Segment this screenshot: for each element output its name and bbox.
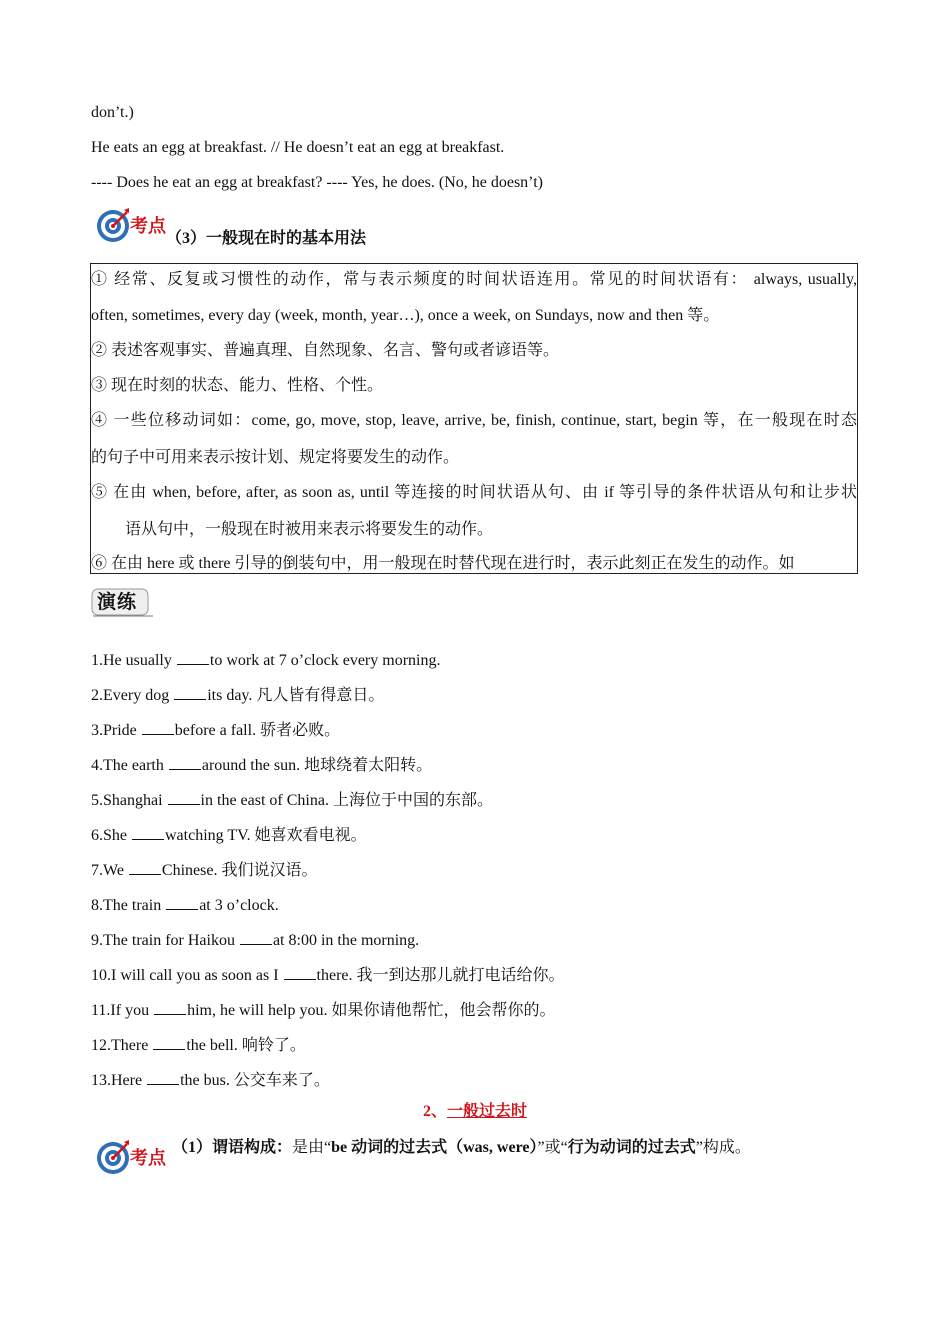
answer-blank[interactable] bbox=[142, 720, 174, 735]
exercise-suffix: at 3 o’clock. bbox=[199, 897, 279, 914]
exercise-prefix: 8.The train bbox=[91, 897, 166, 914]
answer-blank[interactable] bbox=[169, 755, 201, 770]
exercise-prefix: 6.She bbox=[91, 827, 131, 844]
answer-blank[interactable] bbox=[166, 895, 198, 910]
exercise-item bbox=[91, 1035, 306, 1056]
point1-line bbox=[172, 1138, 751, 1158]
exercise-suffix: at 8:00 in the morning. bbox=[272, 932, 420, 949]
practice-badge bbox=[91, 588, 155, 618]
exercise-prefix: 4.The earth bbox=[91, 757, 168, 774]
exercise-suffix: before a fall. 骄者必败。 bbox=[174, 722, 341, 739]
intro-line-2: He eats an egg at breakfast. // He doesn’t eat an egg at breakfast. bbox=[91, 139, 505, 156]
exercise-item bbox=[91, 860, 317, 881]
answer-blank[interactable] bbox=[240, 930, 272, 945]
exercise-prefix: 10.I will call you as soon as I bbox=[91, 967, 283, 984]
exercise-item bbox=[91, 790, 493, 811]
answer-blank[interactable] bbox=[147, 1070, 179, 1085]
exercise-suffix: in the east of China. 上海位于中国的东部。 bbox=[200, 792, 493, 809]
exercise-item bbox=[91, 650, 440, 671]
exercise-prefix: 12.There bbox=[91, 1037, 153, 1054]
exercise-prefix: 13.Here bbox=[91, 1072, 147, 1089]
usage-item-1b: often, sometimes, every day (week, month, year…), once a week, on Sundays, now and then 等。 bbox=[91, 307, 720, 324]
exercise-item bbox=[91, 895, 279, 916]
kaodian-label: 考点 bbox=[130, 216, 166, 237]
exercise-suffix: watching TV. 她喜欢看电视。 bbox=[165, 827, 367, 844]
practice-label: 演练 bbox=[97, 591, 138, 613]
answer-blank[interactable] bbox=[132, 825, 164, 840]
point1-bold: be 动词的过去式（was, were） bbox=[331, 1139, 538, 1156]
exercise-prefix: 5.Shanghai bbox=[91, 792, 167, 809]
usage-item-5a: ⑤ 在由 when, before, after, as soon as, until 等连接的时间状语从句、由 if 等引导的条件状语从句和让步状 bbox=[91, 484, 857, 501]
usage-item-1a: ① 经常、反复或习惯性的动作，常与表示频度的时间状语连用。常见的时间状语有： always, usually, bbox=[91, 271, 857, 288]
point1-text: ”或“ bbox=[537, 1139, 568, 1156]
exercise-prefix: 9.The train for Haikou bbox=[91, 932, 239, 949]
exercise-suffix: to work at 7 o’clock every morning. bbox=[209, 652, 441, 669]
exercise-item bbox=[91, 1070, 330, 1091]
section-number: 2、 bbox=[422, 1103, 447, 1120]
usage-item-4a: ④ 一些位移动词如：come, go, move, stop, leave, arrive, be, finish, continue, start, begin 等，在一般现在时态 bbox=[91, 412, 857, 429]
point3-heading: （3）一般现在时的基本用法 bbox=[166, 230, 367, 247]
answer-blank[interactable] bbox=[154, 1000, 186, 1015]
usage-item-5b: 语从句中，一般现在时被用来表示将要发生的动作。 bbox=[125, 521, 494, 538]
point1-label: （1）谓语构成： bbox=[172, 1139, 293, 1156]
usage-item-3: ③ 现在时刻的状态、能力、性格、个性。 bbox=[91, 377, 384, 394]
exercise-prefix: 11.If you bbox=[91, 1002, 154, 1019]
exercise-item bbox=[91, 930, 419, 951]
exercise-prefix: 2.Every dog bbox=[91, 687, 174, 704]
exercise-prefix: 1.He usually bbox=[91, 652, 176, 669]
exercise-suffix: the bell. 响铃了。 bbox=[186, 1037, 306, 1054]
point1-bold: 行为动词的过去式 bbox=[567, 1139, 696, 1156]
exercise-item bbox=[91, 755, 432, 776]
exercise-item bbox=[91, 685, 384, 706]
exercise-item bbox=[91, 720, 340, 741]
intro-line-1: don’t.) bbox=[91, 104, 134, 121]
exercise-item bbox=[91, 825, 367, 846]
intro-line-3: ---- Does he eat an egg at breakfast? ---- Yes, he does. (No, he doesn’t) bbox=[91, 174, 543, 191]
exercise-suffix: there. 我一到达那儿就打电话给你。 bbox=[316, 967, 565, 984]
exercise-suffix: its day. 凡人皆有得意日。 bbox=[207, 687, 385, 704]
usage-item-2: ② 表述客观事实、普遍真理、自然现象、名言、警句或者谚语等。 bbox=[91, 342, 560, 359]
answer-blank[interactable] bbox=[174, 685, 206, 700]
answer-blank[interactable] bbox=[153, 1035, 185, 1050]
exercise-suffix: Chinese. 我们说汉语。 bbox=[161, 862, 318, 879]
answer-blank[interactable] bbox=[129, 860, 161, 875]
section-title-text: 一般过去时 bbox=[447, 1103, 528, 1120]
exercise-prefix: 3.Pride bbox=[91, 722, 141, 739]
answer-blank[interactable] bbox=[168, 790, 200, 805]
exercise-suffix: him, he will help you. 如果你请他帮忙，他会帮你的。 bbox=[187, 1002, 556, 1019]
kaodian-label: 考点 bbox=[130, 1148, 166, 1169]
usage-box bbox=[90, 263, 858, 574]
usage-item-4b: 的句子中可用来表示按计划、规定将要发生的动作。 bbox=[91, 449, 460, 466]
section-title bbox=[0, 1102, 950, 1122]
usage-item-6: ⑥ 在由 here 或 there 引导的倒装句中，用一般现在时替代现在进行时，表示此刻正在发生的动作。如 bbox=[91, 555, 795, 572]
point1-text: ”构成。 bbox=[695, 1139, 751, 1156]
answer-blank[interactable] bbox=[284, 965, 316, 980]
exercise-item bbox=[91, 1000, 556, 1021]
exercise-suffix: around the sun. 地球绕着太阳转。 bbox=[201, 757, 433, 774]
answer-blank[interactable] bbox=[177, 650, 209, 665]
exercise-prefix: 7.We bbox=[91, 862, 128, 879]
point1-text: 是由“ bbox=[292, 1139, 332, 1156]
exercise-suffix: the bus. 公交车来了。 bbox=[180, 1072, 330, 1089]
exercise-item bbox=[91, 965, 565, 986]
